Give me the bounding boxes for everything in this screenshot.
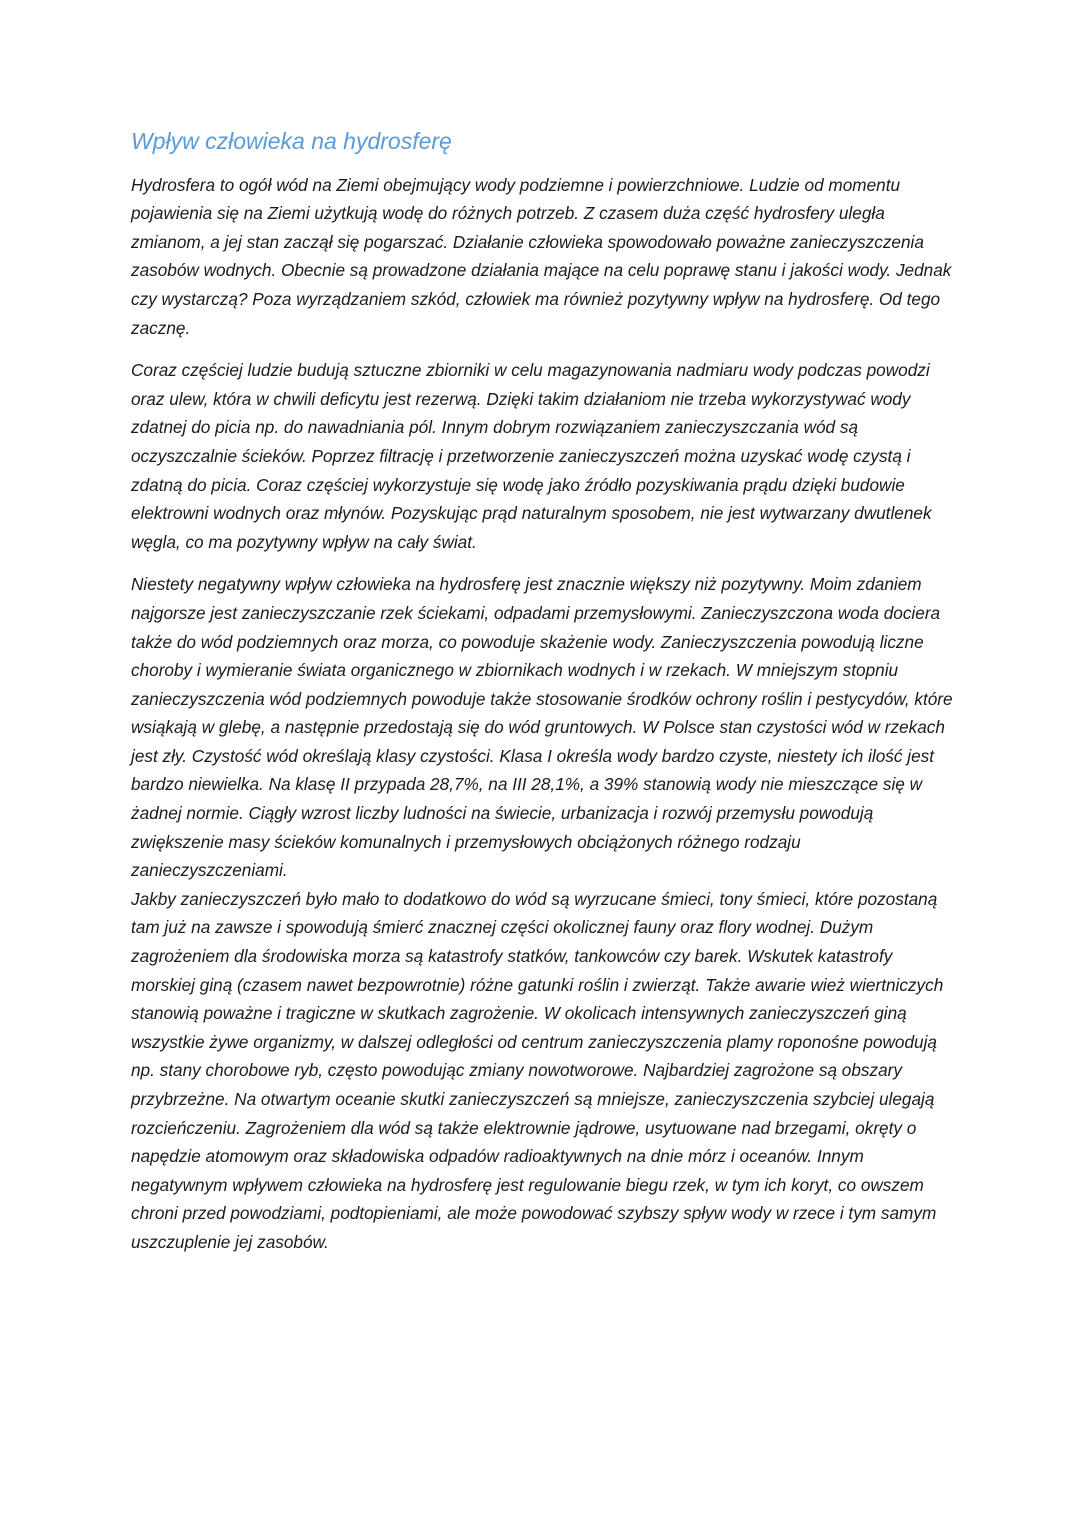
document-page	[131, 128, 961, 1271]
paragraph-positive-impact: Coraz częściej ludzie budują sztuczne zbiorniki w celu magazynowania nadmiaru wody podczas powodzi oraz ulew, która w chwili deficytu jest rezerwą. Dzięki takim działaniom nie trzeba wykorzystywać wody zdatnej do picia np. do nawadniania pól. Innym dobrym rozwiązaniem zanieczyszczania wód są oczyszczalnie ścieków. Poprzez filtrację i przetworzenie zanieczyszczeń można uzyskać wodę czystą i zdatną do picia. Coraz częściej wykorzystuje się wodę jako źródło pozyskiwania prądu dzięki budowie elektrowni wodnych oraz młynów. Pozyskując prąd naturalnym sposobem, nie jest wytwarzany dwutlenek węgla, co ma pozytywny wpływ na cały świat.	[131, 360, 932, 552]
paragraph-additional-threats: Jakby zanieczyszczeń było mało to dodatkowo do wód są wyrzucane śmieci, tony śmieci, które pozostaną tam już na zawsze i spowodują śmierć znacznej części okolicznej fauny oraz flory wodnej. Dużym zagrożeniem dla środowiska morza są katastrofy statków, tankowców czy barek. Wskutek katastrofy morskiej giną (czasem nawet bezpowrotnie) różne gatunki roślin i zwierząt. Także awarie wież wiertniczych stanowią poważne i tragiczne w skutkach zagrożenie. W okolicach intensywnych zanieczyszczeń giną wszystkie żywe organizmy, w dalszej odległości od centrum zanieczyszczenia plamy roponośne powodują np. stany chorobowe ryb, często powodując zmiany nowotworowe. Najbardziej zagrożone są obszary przybrzeżne. Na otwartym oceanie skutki zanieczyszczeń są mniejsze, zanieczyszczenia szybciej ulegają rozcieńczeniu. Zagrożeniem dla wód są także elektrownie jądrowe, usytuowane nad brzegami, okręty o napędzie atomowym oraz składowiska odpadów radioaktywnych na dnie mórz i oceanów. Innym negatywnym wpływem człowieka na hydrosferę jest regulowanie biegu rzek, w tym ich koryt, co owszem chroni przed powodziami, podtopieniami, ale może powodować szybszy spływ wody w rzece i tym samym uszczuplenie jej zasobów.	[131, 888, 944, 1252]
document-title: Wpływ człowieka na hydrosferę	[131, 128, 452, 154]
paragraph-negative-impact: Niestety negatywny wpływ człowieka na hydrosferę jest znacznie większy niż pozytywny. Moim zdaniem najgorsze jest zanieczyszczanie rzek ściekami, odpadami przemysłowymi. Zanieczyszczona woda dociera także do wód podziemnych oraz morza, co powoduje skażenie wody. Zanieczyszczenia powodują liczne choroby i wymieranie świata organicznego w zbiornikach wodnych i w rzekach. W mniejszym stopniu zanieczyszczenia wód podziemnych powoduje także stosowanie środków ochrony roślin i pestycydów, które wsiąkają w glebę, a następnie przedostają się do wód gruntowych. W Polsce stan czystości wód w rzekach jest zły. Czystość wód określają klasy czystości. Klasa I określa wody bardzo czyste, niestety ich ilość jest bardzo niewielka. Na klasę II przypada 28,7%, na III 28,1%, a 39% stanowią wody nie mieszczące się w żadnej normie. Ciągły wzrost liczby ludności na świecie, urbanizacja i rozwój przemysłu powodują zwiększenie masy ścieków komunalnych i przemysłowych obciążonych różnego rodzaju zanieczyszczeniami.	[131, 574, 953, 881]
paragraph-intro: Hydrosfera to ogół wód na Ziemi obejmujący wody podziemne i powierzchniowe. Ludzie od momentu pojawienia się na Ziemi użytkują wodę do różnych potrzeb. Z czasem duża część hydrosfery uległa zmianom, a jej stan zaczął się pogarszać. Działanie człowieka spowodowało poważne zanieczyszczenia zasobów wodnych. Obecnie są prowadzone działania mające na celu poprawę stanu i jakości wody. Jednak czy wystarczą? Poza wyrządzaniem szkód, człowiek ma również pozytywny wpływ na hydrosferę. Od tego zacznę.	[131, 174, 952, 338]
